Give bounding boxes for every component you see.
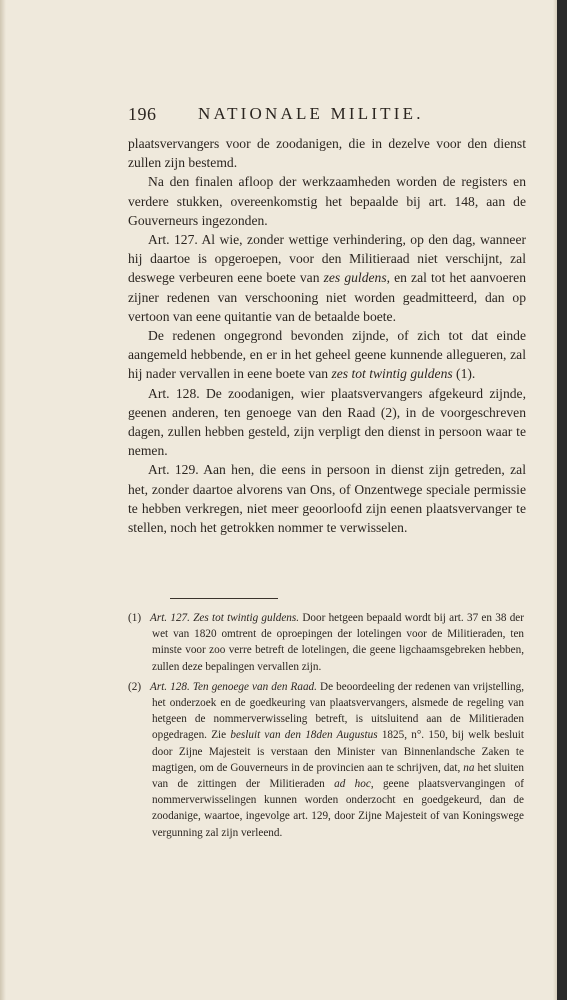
body-text: [128, 134, 526, 537]
paragraph-continuation: plaatsvervangers voor de zoodanigen, die in dezelve voor den dienst zullen zijn bestemd.: [128, 136, 526, 171]
italic-amount: zes tot twintig guldens: [331, 366, 453, 382]
page-number: 196: [128, 104, 157, 124]
footnote-rule: [170, 598, 278, 599]
scan-border: [557, 0, 567, 1000]
footnotes: [128, 610, 524, 845]
footnote-1: [128, 610, 524, 675]
footnote-2: (2) Art. 128. Ten genoege van den Raad. De beoordeeling der redenen van vrijstelling, het onderzoek en de goedkeuring van plaatsvervangers, alsmede de regeling van hetgeen de nommerverwisseling betreft, is uitsluitend aan de Militieraden opgedragen. Zie besluit van den 18den Augustus 1825, n°. 150, bij welk besluit door Zijne Majesteit is verstaan den Minister van Binnenlandsche Zaken te magtigen, om de Gouverneurs in de provincien aan te schrijven, dat, na het sluiten van de zittingen der Militieraden ad hoc, geene plaatsvervangingen of nommerverwisselingen kunnen worden onderzocht en goedgekeurd, dan de zoodanige, waartoe, ingevolge art. 129, door Zijne Majesteit of van Koningswege vergunning zal zijn verleend.: [128, 680, 525, 839]
paragraph-registers: Na den finalen afloop der werkzaamheden worden de registers en verdere stukken, overeenkomstig het bepaalde bij art. 148, aan de Gouverneurs ingezonden.: [128, 174, 526, 228]
paragraph-art-129: Art. 129. Aan hen, die eens in persoon in dienst zijn getreden, zal het, zonder daartoe alvorens van Ons, of Onzentwege speciale permissie te hebben verkregen, niet meer geoorloofd zijn eenen plaatsvervanger te stellen, noch het getrokken nommer te verwisselen.: [128, 462, 526, 536]
paragraph-art-127: Art. 127. Al wie, zonder wettige verhindering, op den dag, wanneer hij daartoe is opgeroepen, voor den Militieraad niet verschijnt, zal deswege verbeuren eene boete van zes guldens, en zal tot het aanvoeren zijner redenen van verschooning niet worden geadmitteerd, dan op vertoon van eene quitantie van de betaalde boete.: [128, 232, 526, 324]
italic-amount: zes guldens: [323, 270, 387, 286]
page-gutter: [0, 0, 6, 1000]
running-title: NATIONALE MILITIE.: [198, 104, 424, 123]
paragraph-redenen: De redenen ongegrond bevonden zijnde, of zich tot dat einde aangemeld hebbende, en er in het geheel geene kunnende allegueren, zal hij nader vervallen in eene boete van zes tot twintig guldens (1).: [128, 328, 526, 382]
paragraph-art-128: Art. 128. De zoodanigen, wier plaatsvervangers afgekeurd zijnde, geenen anderen, ten genoege van den Raad (2), in de voorgeschreven dagen, zullen hebben gesteld, zijn verpligt den dienst in persoon waar te nemen.: [128, 385, 526, 459]
footnote-marker: (1): [128, 612, 142, 624]
footnote-ref-title: Zes tot twintig guldens.: [193, 612, 300, 624]
footnote-ref: Art. 128.: [150, 680, 190, 693]
footnote-ref: Art. 127.: [150, 612, 190, 624]
footnote-text: Door hetgeen bepaald wordt bij art. 37 en 38 der wet van 1820 omtrent de oproepingen der lotelingen voor de Militieraden, ten minste voor zoo verre betreft de lotelingen, die geene ligchaamsgebreken hebben, zullen deze bepalingen vervallen zijn.: [152, 612, 524, 673]
footnote-marker: (2): [128, 680, 142, 693]
running-head: [128, 104, 528, 130]
footnote-ref-title: Ten genoege van den Raad.: [192, 680, 317, 693]
